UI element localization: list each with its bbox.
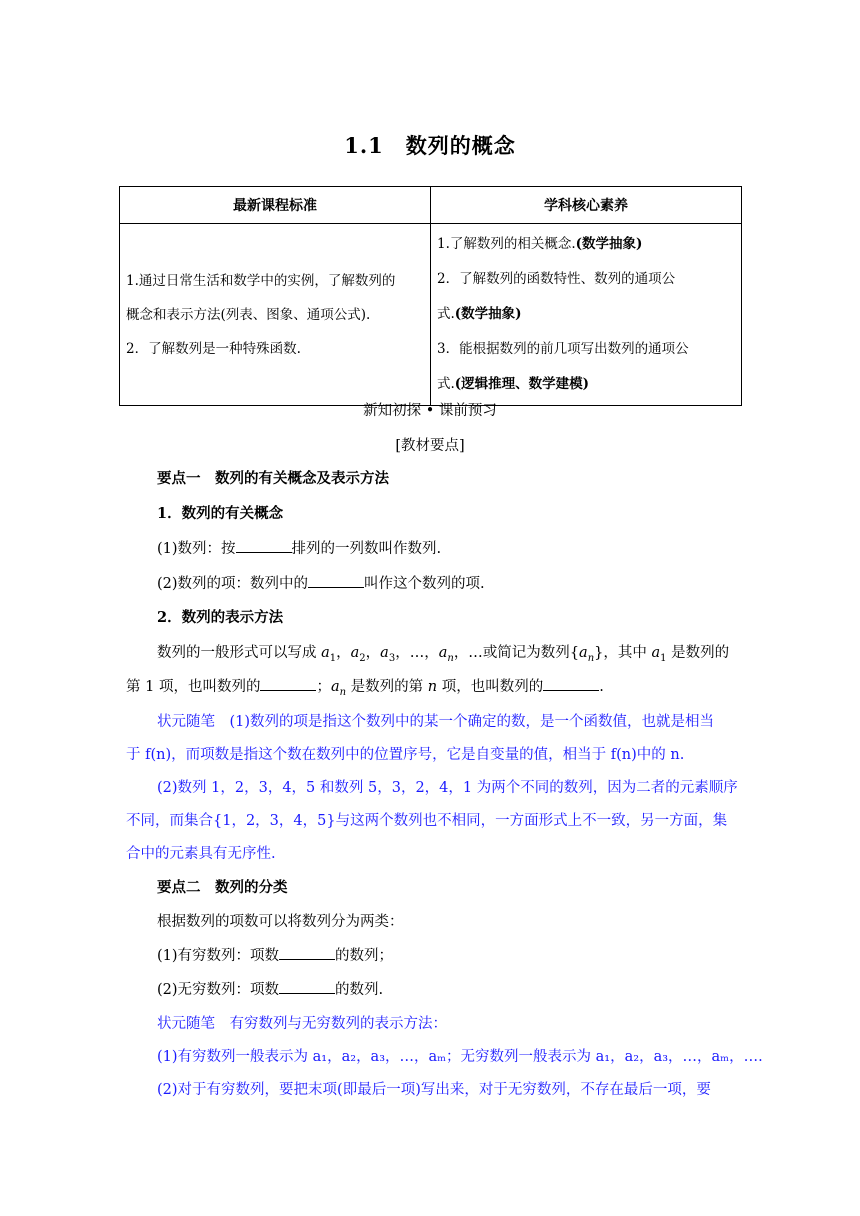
note2-line: 状元随笔 有穷数列与无穷数列的表示方法： [157, 1016, 447, 1032]
standards-cell [120, 224, 431, 406]
note1-line: (2)数列 1，2，3，4，5 和数列 5，3，2，4，1 为两个不同的数列，因为二者的元素顺序 [157, 780, 738, 796]
point1-sub2: 2．数列的表示方法 [157, 609, 284, 626]
fill-blank[interactable] [308, 573, 364, 588]
fill-blank[interactable] [543, 676, 599, 691]
standards-table [119, 186, 742, 406]
general-form-line-2: 第 1 项，也叫数列的 ；$a_n$ 是数列的第 n 项，也叫数列的 . [126, 675, 604, 698]
literacy-line: 式.(逻辑推理、数学建模) [437, 376, 590, 392]
general-form-line: 数列的一般形式可以写成 $a_1$，$a_2$，$a_3$，…，$a_n$，…或简记为数列$\{a_n\}$，其中 $a_1$ 是数列的 [157, 645, 730, 664]
note1-line: 合中的元素具有无序性. [126, 846, 276, 862]
note1-line: 状元随笔 (1)数列的项是指这个数列中的某一个确定的数，是一个函数值，也就是相当 [157, 714, 715, 730]
note1-line: 于 f(n)，而项数是指这个数在数列中的位置序号，它是自变量的值，相当于 f(n)中的 n. [126, 747, 685, 763]
finite-sequence-def: (1)有穷数列：项数 的数列； [157, 944, 393, 965]
fill-blank[interactable] [236, 538, 292, 553]
table-header-literacy: 学科核心素养 [431, 187, 742, 224]
fill-blank[interactable] [279, 979, 335, 994]
literacy-line: 3．能根据数列的前几项写出数列的通项公 [437, 341, 689, 357]
page-title [0, 130, 860, 160]
literacy-line: 2．了解数列的函数特性、数列的通项公 [437, 271, 676, 287]
title-text: 数列的概念 [405, 133, 516, 158]
standards-line: 概念和表示方法(列表、图象、通项公式). [126, 306, 371, 323]
subsection-heading: [教材要点] [395, 438, 465, 454]
table-header-row [120, 187, 742, 224]
fill-blank[interactable] [279, 945, 335, 960]
note2-line: (1)有穷数列一般表示为 a₁，a₂，a₃，…，aₘ；无穷数列一般表示为 a₁，a₂，a₃，…，aₘ，…. [157, 1049, 763, 1065]
table-header-standards: 最新课程标准 [120, 187, 431, 224]
section-heading: 新知初探 • 课前预习 [363, 403, 497, 419]
note1-line: 不同，而集合{1，2，3，4，5}与这两个数列也不相同，一方面形式上不一致，另一方面，集 [126, 813, 728, 829]
table-row [120, 224, 742, 406]
standards-line: 2．了解数列是一种特殊函数. [126, 340, 301, 357]
note2-line: (2)对于有穷数列，要把末项(即最后一项)写出来，对于无穷数列，不存在最后一项，要 [157, 1082, 711, 1098]
literacy-cell [431, 224, 742, 406]
point2-heading: 要点二 数列的分类 [157, 879, 288, 896]
classification-intro: 根据数列的项数可以将数列分为两类： [157, 914, 404, 930]
title-number: 1.1 [344, 133, 384, 158]
literacy-line: 1.了解数列的相关概念.(数学抽象) [437, 236, 643, 252]
infinite-sequence-def: (2)无穷数列：项数 的数列. [157, 978, 383, 999]
point1-heading: 要点一 数列的有关概念及表示方法 [157, 470, 389, 487]
literacy-line: 式.(数学抽象) [437, 306, 522, 322]
fill-blank[interactable] [260, 676, 316, 691]
definition-term: (2)数列的项：数列中的 叫作这个数列的项. [157, 572, 485, 593]
definition-sequence: (1)数列：按 排列的一列数叫作数列. [157, 537, 441, 558]
standards-line: 1.通过日常生活和数学中的实例，了解数列的 [126, 272, 396, 289]
point1-sub1: 1．数列的有关概念 [157, 505, 284, 522]
